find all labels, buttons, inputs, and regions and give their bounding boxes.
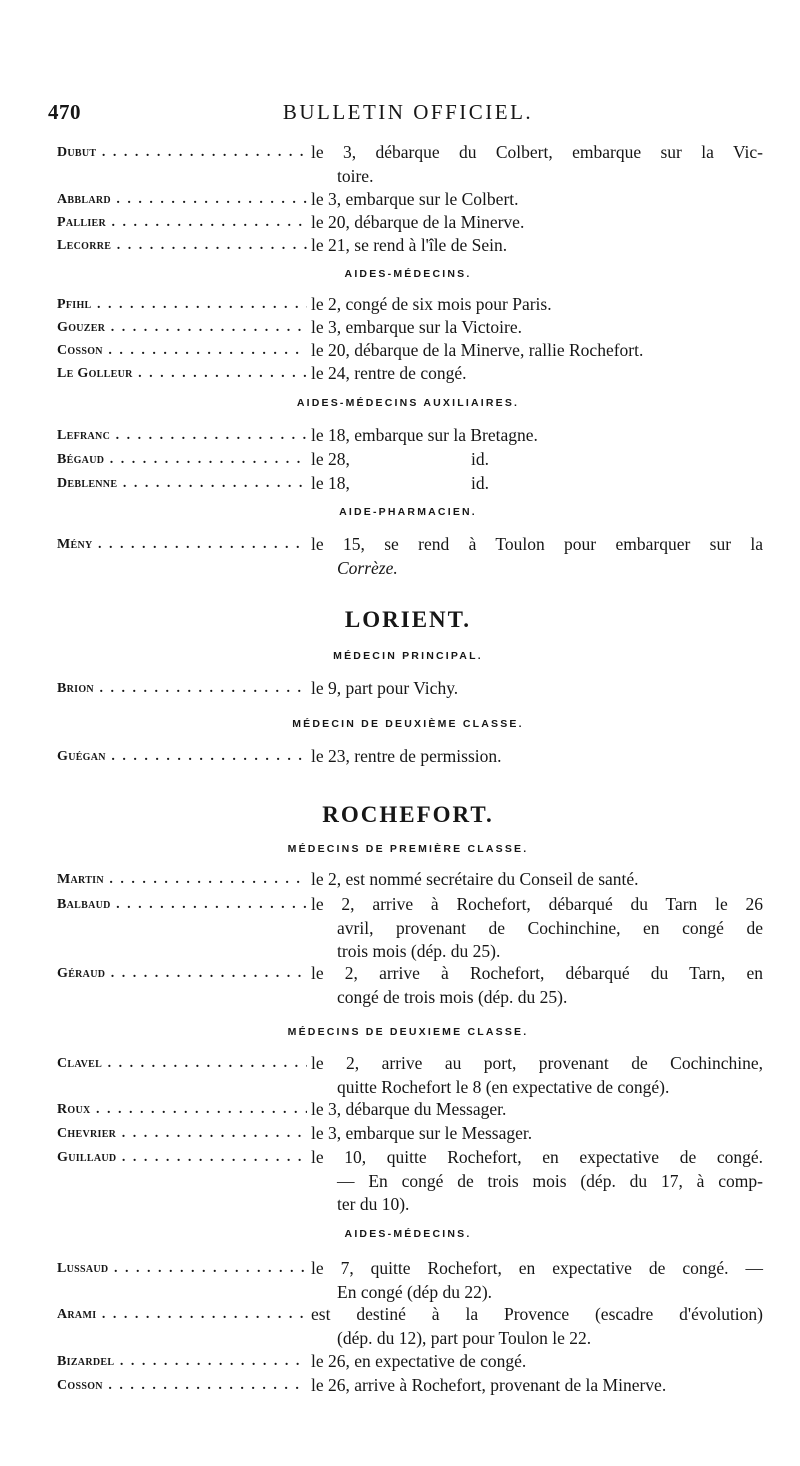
entry-text — [311, 1350, 763, 1374]
entry-line: le 3, débarque du Colbert, embarque sur la Vic- — [311, 142, 763, 162]
entry-line: le 3, débarque du Messager. — [311, 1099, 507, 1119]
entry-text — [311, 677, 763, 701]
entry-text — [311, 448, 763, 472]
section-heading: AIDES-MÉDECINS. — [344, 268, 472, 280]
entry-name: Brion . . . — [57, 677, 307, 701]
entry-text — [311, 745, 763, 769]
entry-name: Le Golleur . . . — [57, 362, 307, 386]
entry-line: quitte Rochefort le 8 (en expectative de congé). — [337, 1076, 670, 1097]
entry-line: Corrèze. — [337, 557, 398, 578]
entry-text — [311, 1098, 763, 1122]
entry-line: le 3, embarque sur le Messager. — [311, 1123, 533, 1143]
entry-line: — En congé de trois mois (dép. du 17, à comp- — [337, 1170, 763, 1191]
entry-line: le 10, quitte Rochefort, en expectative de congé. — [311, 1147, 763, 1167]
entry-line: le 2, arrive à Rochefort, débarqué du Tarn le 26 — [311, 894, 763, 914]
entry-line: le 28, — [311, 449, 350, 469]
section-heading: AIDES-MÉDECINS AUXILIAIRES. — [296, 397, 520, 409]
entry-line: le 26, en expectative de congé. — [311, 1351, 527, 1371]
entry-text — [311, 188, 763, 212]
entry-text — [311, 424, 763, 448]
entry-name: Guillaud . . . — [57, 1146, 307, 1170]
entry-text — [311, 533, 763, 580]
section-heading: MÉDECINS DE PREMIÈRE CLASSE. — [287, 843, 529, 855]
entry-line: le 3, embarque sur la Victoire. — [311, 317, 522, 337]
entry-text — [311, 472, 763, 496]
entry-name: Chevrier . . . — [57, 1122, 307, 1146]
entry-text — [311, 1374, 763, 1398]
entry-text — [311, 1146, 763, 1217]
entry-line: le 9, part pour Vichy. — [311, 678, 459, 698]
entry-name: Cosson . . . — [57, 339, 307, 363]
entry-line: congé de trois mois (dép. du 25). — [337, 986, 568, 1007]
entry-ditto: id. — [471, 473, 489, 493]
entry-text — [311, 962, 763, 1009]
entry-line: (dép. du 12), part pour Toulon le 22. — [337, 1327, 592, 1348]
running-header — [48, 100, 768, 126]
entry-text — [311, 141, 763, 188]
entry-text — [311, 1122, 763, 1146]
entry-name: Balbaud . . . — [57, 893, 307, 917]
entry-name: Mény . . . — [57, 533, 307, 557]
entry-name: Guégan . . . — [57, 745, 307, 769]
entry-line: le 21, se rend à l'île de Sein. — [311, 235, 508, 255]
entry-line: avril, provenant de Cochinchine, en congé de — [337, 917, 763, 938]
entry-ditto: id. — [471, 449, 489, 469]
entry-line: le 20, débarque de la Minerve, rallie Rochefort. — [311, 340, 644, 360]
entry-line: En congé (dép du 22). — [337, 1281, 493, 1302]
entry-name: Roux . . . — [57, 1098, 307, 1122]
entry-line: le 7, quitte Rochefort, en expectative de congé. — — [311, 1258, 763, 1278]
entry-line: le 15, se rend à Toulon pour embarquer sur la — [311, 534, 763, 554]
entry-text — [311, 293, 763, 317]
entry-name: Gouzer . . . — [57, 316, 307, 340]
entry-name: Lecorre . . . — [57, 234, 307, 258]
entry-line: le 2, arrive à Rochefort, débarqué du Tarn, en — [311, 963, 763, 983]
entry-text — [311, 1257, 763, 1304]
section-heading: AIDE-PHARMACIEN. — [339, 506, 477, 518]
entry-line: le 2, est nommé secrétaire du Conseil de santé. — [311, 869, 639, 889]
section-heading: MÉDECIN PRINCIPAL. — [333, 650, 483, 662]
entry-name: Deblenne . . . — [57, 472, 307, 496]
section-heading: MÉDECINS DE DEUXIEME CLASSE. — [287, 1026, 529, 1038]
entry-text — [311, 1303, 763, 1350]
entry-name: Clavel . . . — [57, 1052, 307, 1076]
entry-line: le 18, — [311, 473, 350, 493]
entry-name: Dubut . . . — [57, 141, 307, 165]
entry-name: Bégaud . . . — [57, 448, 307, 472]
entry-text — [311, 316, 763, 340]
entry-name: Pallier . . . — [57, 211, 307, 235]
section-heading: MÉDECIN DE DEUXIÈME CLASSE. — [292, 718, 524, 730]
entry-text — [311, 211, 763, 235]
entry-line: le 18, embarque sur la Bretagne. — [311, 425, 538, 445]
entry-line: est destiné à la Provence (escadre d'évolution) — [311, 1304, 763, 1324]
entry-line: le 2, arrive au port, provenant de Cochinchine, — [311, 1053, 763, 1073]
running-title: BULLETIN OFFICIEL. — [282, 100, 534, 124]
entry-name: Arami . . . — [57, 1303, 307, 1327]
entry-name: Géraud . . . — [57, 962, 307, 986]
port-heading-rochefort: ROCHEFORT. — [322, 802, 494, 827]
entry-text — [311, 339, 763, 363]
entry-name: Bizardel . . . — [57, 1350, 307, 1374]
entry-line: ter du 10). — [337, 1194, 410, 1214]
entry-line: le 20, débarque de la Minerve. — [311, 212, 525, 232]
section-heading: AIDES-MÉDECINS. — [344, 1228, 472, 1240]
entry-name: Martin . . . — [57, 868, 307, 892]
entry-text — [311, 893, 763, 964]
entry-line: le 24, rentre de congé. — [311, 363, 467, 383]
entry-line: le 3, embarque sur le Colbert. — [311, 189, 519, 209]
entry-text — [311, 362, 763, 386]
entry-line: le 26, arrive à Rochefort, provenant de la Minerve. — [311, 1375, 667, 1395]
entry-line: le 2, congé de six mois pour Paris. — [311, 294, 552, 314]
entry-name: Abblard . . . — [57, 188, 307, 212]
entry-text — [311, 1052, 763, 1099]
entry-text — [311, 868, 763, 892]
entry-text — [311, 234, 763, 258]
entry-name: Lussaud . . . — [57, 1257, 307, 1281]
entry-line: trois mois (dép. du 25). — [337, 941, 501, 961]
entry-line: le 23, rentre de permission. — [311, 746, 502, 766]
entry-line: toire. — [337, 165, 374, 186]
entry-name: Pfihl . . . — [57, 293, 307, 317]
page-number: 470 — [48, 100, 81, 124]
entry-name: Cosson . . . — [57, 1374, 307, 1398]
port-heading-lorient: LORIENT. — [344, 607, 472, 632]
entry-name: Lefranc . . . — [57, 424, 307, 448]
